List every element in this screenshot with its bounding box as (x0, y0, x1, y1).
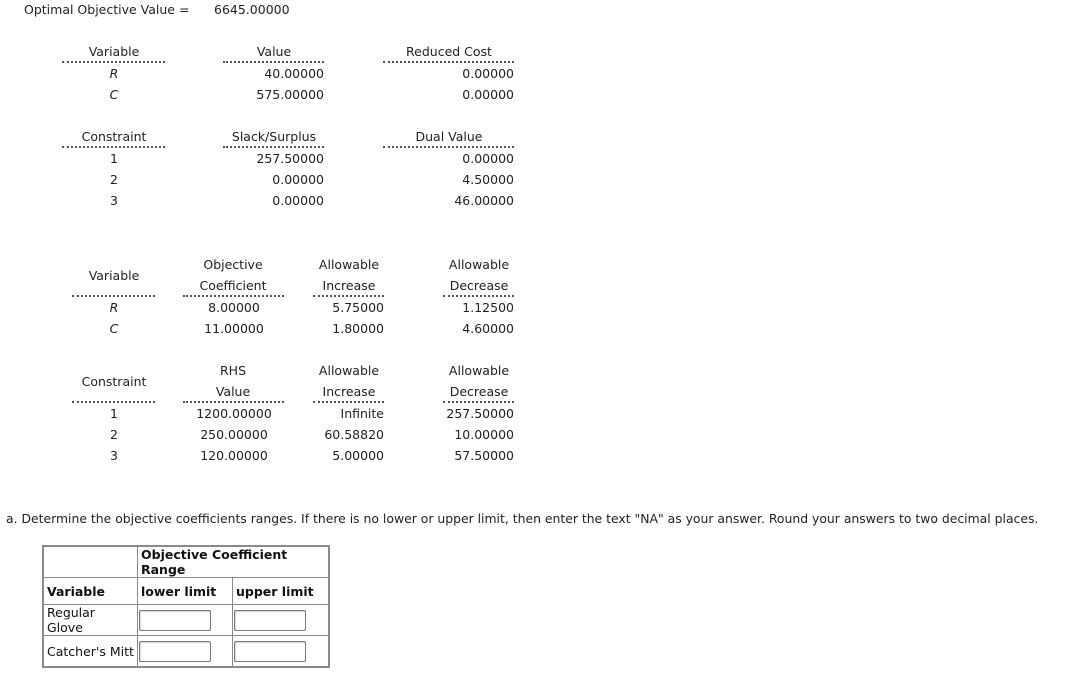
variable-column-header: Variable (43, 578, 138, 605)
rhs-value: 120.00000 (200, 448, 268, 463)
variable-name: C (109, 87, 119, 102)
lower-limit-cell (138, 636, 233, 668)
allowable-header: Allowable (448, 363, 510, 378)
variable-header: Variable (88, 268, 140, 283)
rhs-value: 1200.00000 (196, 406, 272, 421)
rhs-header: RHS (219, 363, 247, 378)
constraint-header: Constraint (81, 129, 147, 144)
divider (443, 401, 514, 403)
allowable-increase: 5.00000 (332, 448, 384, 463)
catchers-mitt-upper-input[interactable] (234, 641, 306, 662)
slack-value: 0.00000 (272, 172, 324, 187)
upper-limit-header: upper limit (233, 578, 330, 605)
allowable-decrease: 57.50000 (454, 448, 514, 463)
divider (72, 401, 155, 403)
upper-limit-cell (233, 636, 330, 668)
increase-header: Increase (322, 278, 376, 293)
group-header: Objective Coefficient Range (138, 546, 330, 578)
constraint-number: 1 (110, 406, 118, 421)
row-label: Regular Glove (43, 605, 138, 636)
divider (223, 146, 324, 148)
dual-value: 4.50000 (462, 172, 514, 187)
divider (62, 61, 165, 63)
allowable-decrease: 4.60000 (462, 321, 514, 336)
coefficient-header: Coefficient (199, 278, 267, 293)
reduced-cost: 0.00000 (462, 66, 514, 81)
decrease-header: Decrease (449, 384, 509, 399)
variable-name: C (109, 321, 119, 336)
dual-value: 0.00000 (462, 151, 514, 166)
allowable-decrease: 1.12500 (462, 300, 514, 315)
allowable-header: Allowable (318, 257, 380, 272)
catchers-mitt-lower-input[interactable] (139, 641, 211, 662)
value-header: Value (256, 44, 292, 59)
increase-header: Increase (322, 384, 376, 399)
divider (62, 146, 165, 148)
divider (383, 61, 514, 63)
lower-limit-cell (138, 605, 233, 636)
allowable-header: Allowable (448, 257, 510, 272)
reduced-cost: 0.00000 (462, 87, 514, 102)
slack-surplus-header: Slack/Surplus (231, 129, 317, 144)
upper-limit-cell (233, 605, 330, 636)
row-label: Catcher's Mitt (43, 636, 138, 668)
allowable-header: Allowable (318, 363, 380, 378)
allowable-decrease: 10.00000 (454, 427, 514, 442)
question-text: a. Determine the objective coefficients ranges. If there is no lower or upper limit, then enter the text "NA" as your answer. Round your answers to two decimal places. (6, 511, 1039, 526)
divider (443, 295, 514, 297)
constraint-number: 3 (110, 448, 118, 463)
constraint-number: 2 (110, 172, 118, 187)
rhs-value: 250.00000 (200, 427, 268, 442)
reduced-cost-header: Reduced Cost (406, 44, 492, 59)
lower-limit-header: lower limit (138, 578, 233, 605)
divider (183, 401, 284, 403)
dual-value-header: Dual Value (415, 129, 483, 144)
variable-value: 575.00000 (256, 87, 324, 102)
allowable-increase: 5.75000 (332, 300, 384, 315)
constraint-number: 3 (110, 193, 118, 208)
allowable-increase: 60.58820 (324, 427, 384, 442)
allowable-increase: 1.80000 (332, 321, 384, 336)
divider (72, 295, 155, 297)
decrease-header: Decrease (449, 278, 509, 293)
divider (383, 146, 514, 148)
objective-coefficient: 8.00000 (208, 300, 260, 315)
objective-value: 6645.00000 (214, 2, 290, 17)
table-row (43, 636, 329, 668)
objective-label: Optimal Objective Value = (24, 2, 190, 17)
divider (183, 295, 284, 297)
value-header: Value (215, 384, 251, 399)
variable-value: 40.00000 (264, 66, 324, 81)
constraint-number: 1 (110, 151, 118, 166)
allowable-decrease: 257.50000 (446, 406, 514, 421)
objective-coefficient: 11.00000 (204, 321, 264, 336)
divider (223, 61, 324, 63)
regular-glove-lower-input[interactable] (139, 610, 211, 631)
constraint-header: Constraint (81, 374, 147, 389)
dual-value: 46.00000 (454, 193, 514, 208)
variable-name: R (109, 66, 119, 81)
regular-glove-upper-input[interactable] (234, 610, 306, 631)
variable-name: R (109, 300, 119, 315)
slack-value: 0.00000 (272, 193, 324, 208)
empty-header-cell (43, 546, 138, 578)
divider (313, 401, 384, 403)
answer-table (42, 545, 330, 668)
variable-header: Variable (88, 44, 140, 59)
slack-value: 257.50000 (256, 151, 324, 166)
table-row (43, 605, 329, 636)
allowable-increase: Infinite (340, 406, 384, 421)
divider (313, 295, 384, 297)
constraint-number: 2 (110, 427, 118, 442)
objective-header: Objective (203, 257, 263, 272)
